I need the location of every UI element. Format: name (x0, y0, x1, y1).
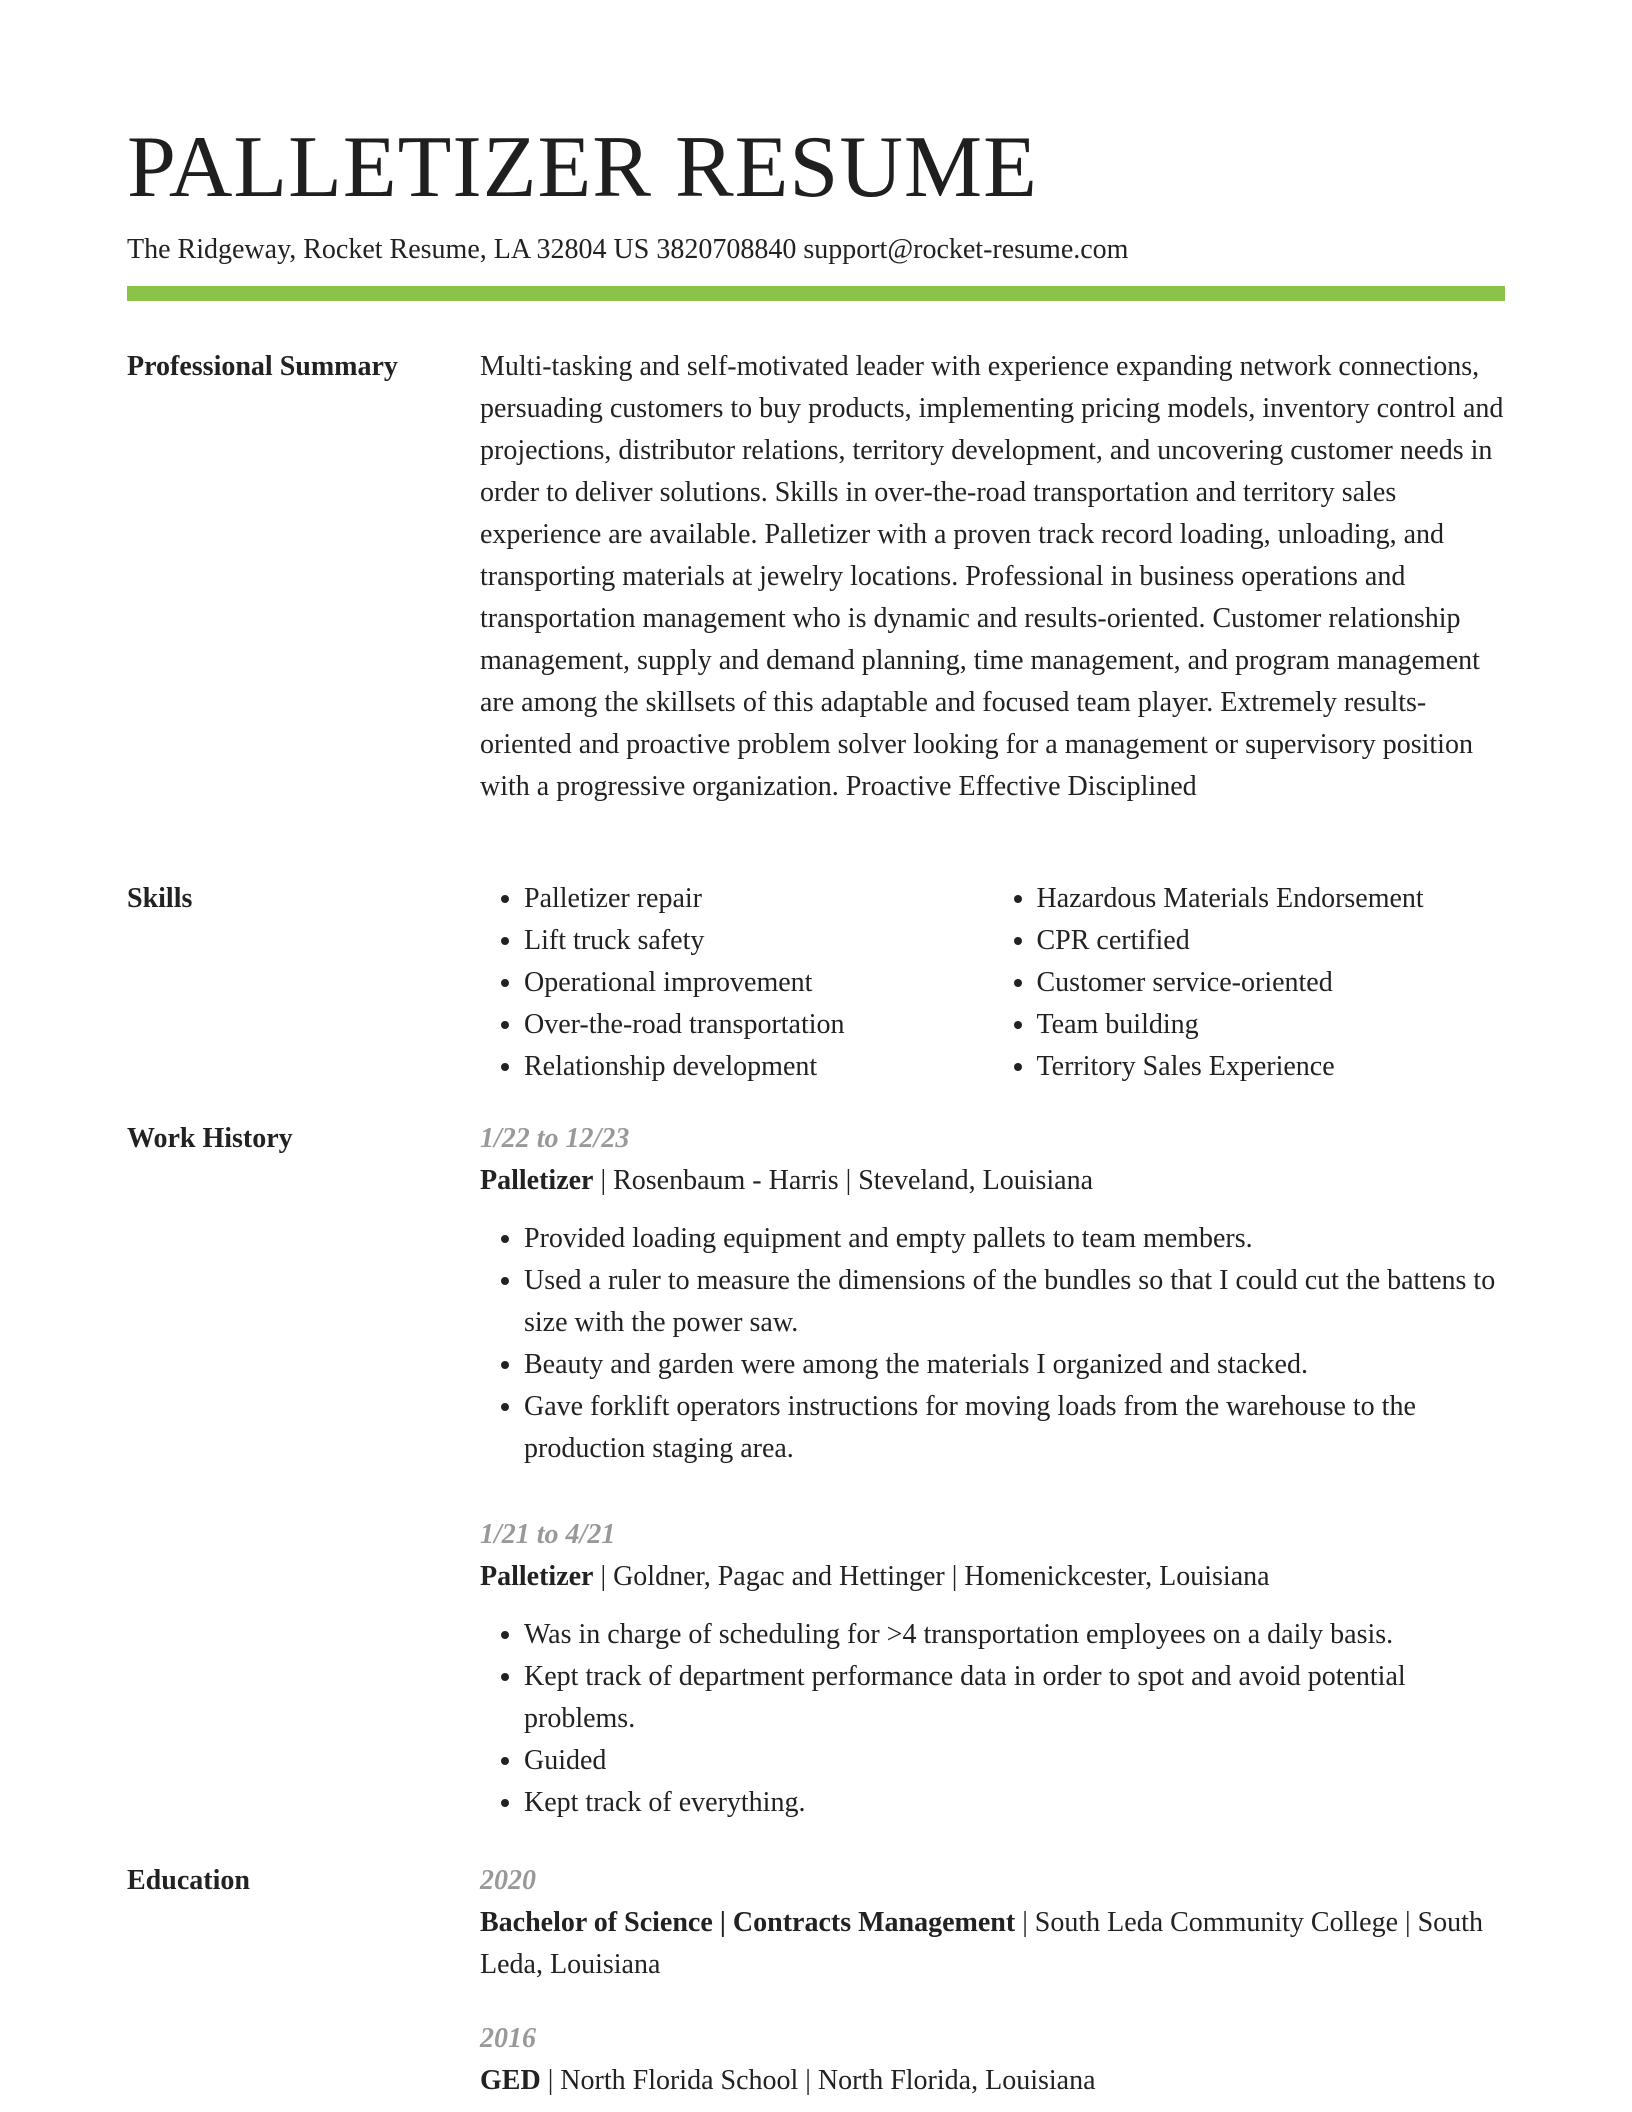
skill-item: • Palletizer repair (524, 878, 993, 920)
job-entry (480, 1514, 1505, 1824)
skills-columns (480, 878, 1505, 1088)
job-bullet: • Beauty and garden were among the materials I organized and stacked. (524, 1344, 1505, 1386)
education-heading (480, 2060, 1505, 2102)
job-bullet: • Was in charge of scheduling for >4 transportation employees on a daily basis. (524, 1614, 1505, 1656)
job-details: | Rosenbaum - Harris | Steveland, Louisiana (593, 1165, 1094, 1196)
skills-label: Skills (127, 883, 193, 914)
work-history-section (480, 1118, 1505, 1824)
job-heading (480, 1556, 1505, 1598)
job-bullets (480, 1218, 1505, 1470)
education-year: 2016 (480, 2023, 536, 2054)
education-year: 2020 (480, 1865, 536, 1896)
education-degree: GED (480, 2065, 541, 2096)
skill-item: • Operational improvement (524, 962, 993, 1004)
summary-label: Professional Summary (127, 351, 398, 382)
skills-list-left (480, 878, 993, 1088)
job-dates: 1/21 to 4/21 (480, 1519, 616, 1550)
job-bullet: • Kept track of everything. (524, 1782, 1505, 1824)
contact-line: The Ridgeway, Rocket Resume, LA 32804 US 3820708840 support@rocket-resume.com (127, 234, 1129, 265)
education-heading (480, 1902, 1505, 1986)
job-bullet: • Provided loading equipment and empty pallets to team members. (524, 1218, 1505, 1260)
skill-item: • Customer service-oriented (1037, 962, 1506, 1004)
job-title: Palletizer (480, 1165, 594, 1196)
education-details: | South Leda Community College | South Leda, Louisiana (480, 1907, 1483, 1980)
job-entry (480, 1118, 1505, 1470)
education-degree: Bachelor of Science | Contracts Management (480, 1907, 1016, 1938)
education-details: | North Florida School | North Florida, Louisiana (540, 2065, 1096, 2096)
education-entry (480, 1860, 1505, 1986)
job-bullets (480, 1614, 1505, 1824)
skill-item: • CPR certified (1037, 920, 1506, 962)
work-history-label: Work History (127, 1123, 293, 1154)
job-bullet: • Kept track of department performance data in order to spot and avoid potential problems. (524, 1656, 1505, 1740)
job-bullet: • Used a ruler to measure the dimensions of the bundles so that I could cut the battens to size with the power saw. (524, 1260, 1505, 1344)
skills-list-right (993, 878, 1506, 1088)
summary-section (480, 346, 1505, 808)
job-bullet: • Guided (524, 1740, 1505, 1782)
job-title: Palletizer (480, 1561, 594, 1592)
skill-item: • Lift truck safety (524, 920, 993, 962)
header-divider (127, 286, 1505, 301)
job-details: | Goldner, Pagac and Hettinger | Homenickcester, Louisiana (593, 1561, 1270, 1592)
job-bullet: • Gave forklift operators instructions for moving loads from the warehouse to the production staging area. (524, 1386, 1505, 1470)
skill-item: • Territory Sales Experience (1037, 1046, 1506, 1088)
skills-section (480, 878, 1505, 1088)
skill-item: • Relationship development (524, 1046, 993, 1088)
job-dates: 1/22 to 12/23 (480, 1123, 630, 1154)
job-heading (480, 1160, 1505, 1202)
education-entry (480, 2018, 1505, 2102)
skill-item: • Over-the-road transportation (524, 1004, 993, 1046)
resume-title: PALLETIZER RESUME (127, 119, 1038, 216)
summary-text: Multi-tasking and self-motivated leader with experience expanding network connections, persuading customers to buy products, implementing pricing models, inventory control and projections, distributor relations, territory development, and uncovering customer needs in order to deliver solutions. Skills in over-the-road transportation and territory sales experience are available. Palletizer with a proven track record loading, unloading, and transporting materials at jewelry locations. Professional in business operations and transportation management who is dynamic and results-oriented. Customer relationship management, supply and demand planning, time management, and program management are among the skillsets of this adaptable and focused team player. Extremely results-oriented and proactive problem solver looking for a management or supervisory position with a progressive organization. Proactive Effective Disciplined (480, 351, 1504, 802)
education-section (480, 1860, 1505, 2102)
skill-item: • Team building (1037, 1004, 1506, 1046)
education-label: Education (127, 1865, 250, 1896)
skill-item: • Hazardous Materials Endorsement (1037, 878, 1506, 920)
